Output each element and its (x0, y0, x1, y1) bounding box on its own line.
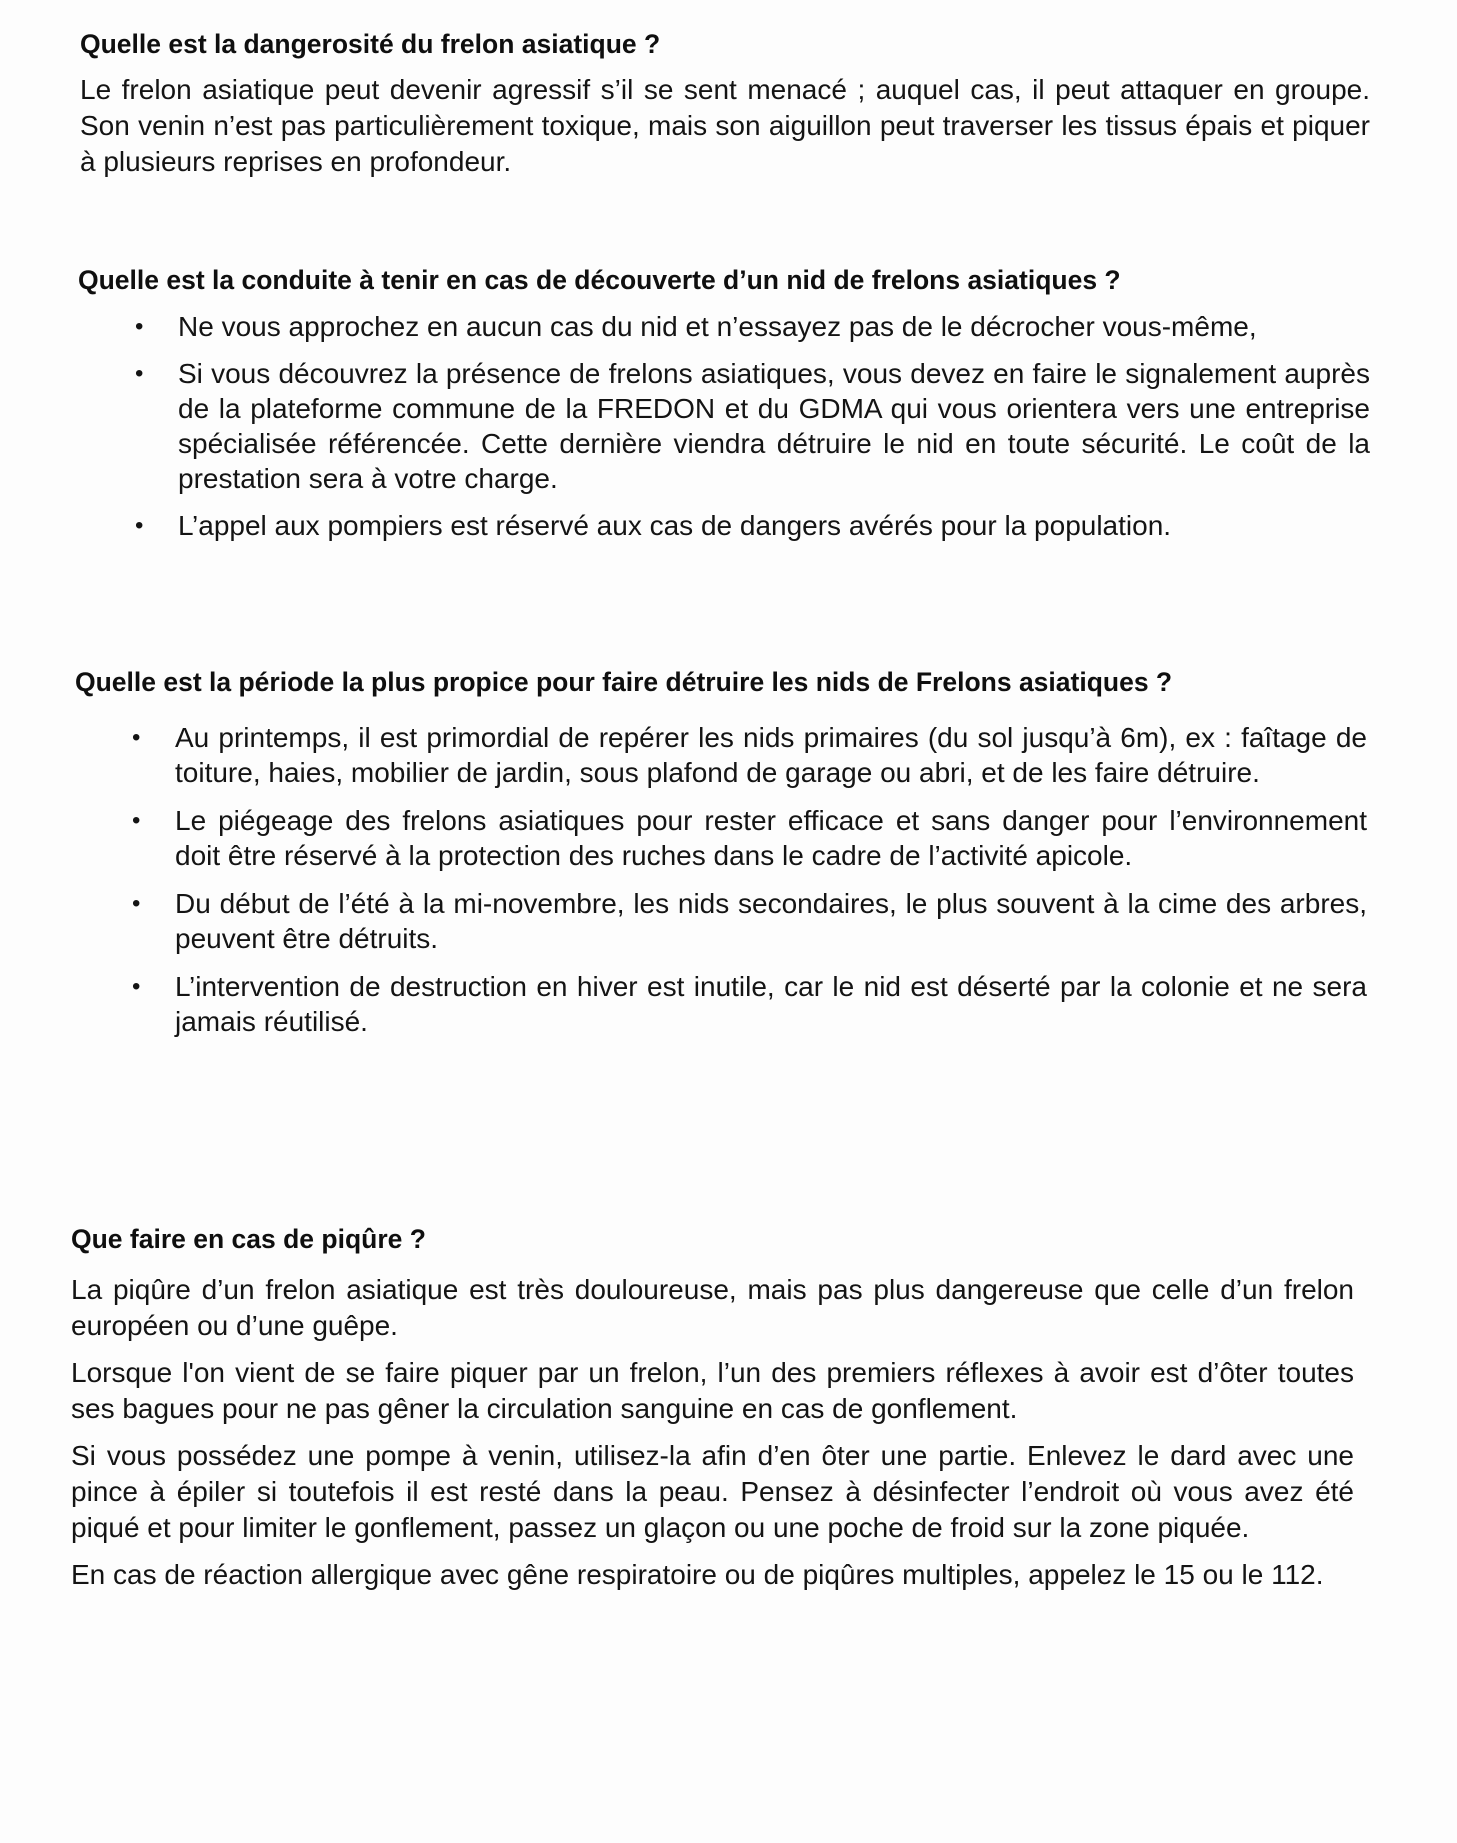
list-item (78, 356, 1370, 496)
list-item-text: Au printemps, il est primordial de repérer les nids primaires (du sol jusqu’à 6m), ex : faîtage de toiture, haies, mobilier de jardin, sous plafond de garage ou abri, et de les faire détruire. (175, 722, 1367, 788)
bullet-list (78, 309, 1370, 543)
section-heading: Quelle est la période la plus propice pour faire détruire les nids de Frelons asiatiques ? (75, 667, 1173, 697)
section-piqure (71, 1223, 1354, 1593)
bullet-marker: • (132, 724, 141, 751)
bullet-marker: • (135, 313, 144, 340)
bullet-list (75, 720, 1367, 1039)
section-conduite (78, 264, 1370, 543)
bullet-marker: • (132, 890, 141, 917)
section-heading: Quelle est la dangerosité du frelon asiatique ? (80, 29, 661, 59)
section-periode (75, 666, 1367, 1039)
section-paragraph: Le frelon asiatique peut devenir agressif s’il se sent menacé ; auquel cas, il peut attaquer en groupe. Son venin n’est pas particulièrement toxique, mais son aiguillon peut traverser les tissus épais et piquer à plusieurs reprises en profondeur. (80, 74, 1370, 177)
list-item (75, 886, 1367, 956)
list-item (78, 508, 1370, 543)
section-paragraph: En cas de réaction allergique avec gêne respiratoire ou de piqûres multiples, appelez le 15 ou le 112. (71, 1559, 1324, 1590)
section-dangerosite (80, 28, 1370, 180)
list-item-text: L’intervention de destruction en hiver est inutile, car le nid est déserté par la colonie et ne sera jamais réutilisé. (175, 971, 1367, 1037)
list-item-text: L’appel aux pompiers est réservé aux cas de dangers avérés pour la population. (178, 510, 1172, 541)
list-item-text: Du début de l’été à la mi-novembre, les nids secondaires, le plus souvent à la cime des arbres, peuvent être détruits. (175, 888, 1367, 954)
list-item (75, 720, 1367, 790)
bullet-marker: • (132, 807, 141, 834)
section-paragraph: Si vous possédez une pompe à venin, utilisez-la afin d’en ôter une partie. Enlevez le dard avec une pince à épiler si toutefois il est resté dans la peau. Pensez à désinfecter l’endroit où vous avez été piqué et pour limiter le gonflement, passez un glaçon ou une poche de froid sur la zone piquée. (71, 1440, 1354, 1543)
list-item-text: Ne vous approchez en aucun cas du nid et n’essayez pas de le décrocher vous-même, (178, 311, 1257, 342)
list-item (75, 969, 1367, 1039)
bullet-marker: • (135, 512, 144, 539)
list-item (78, 309, 1370, 344)
bullet-marker: • (135, 360, 144, 387)
bullet-marker: • (132, 973, 141, 1000)
section-paragraph: La piqûre d’un frelon asiatique est très douloureuse, mais pas plus dangereuse que celle d’un frelon européen ou d’une guêpe. (71, 1274, 1354, 1341)
list-item-text: Si vous découvrez la présence de frelons asiatiques, vous devez en faire le signalement auprès de la plateforme commune de la FREDON et du GDMA qui vous orientera vers une entreprise spécialisée référencée. Cette dernière viendra détruire le nid en toute sécurité. Le coût de la prestation sera à votre charge. (178, 358, 1370, 494)
section-heading: Quelle est la conduite à tenir en cas de découverte d’un nid de frelons asiatiques ? (78, 265, 1121, 295)
section-heading: Que faire en cas de piqûre ? (71, 1224, 426, 1254)
list-item-text: Le piégeage des frelons asiatiques pour rester efficace et sans danger pour l’environnement doit être réservé à la protection des ruches dans le cadre de l’activité apicole. (175, 805, 1367, 871)
list-item (75, 803, 1367, 873)
section-paragraph: Lorsque l'on vient de se faire piquer par un frelon, l’un des premiers réflexes à avoir est d’ôter toutes ses bagues pour ne pas gêner la circulation sanguine en cas de gonflement. (71, 1357, 1354, 1424)
